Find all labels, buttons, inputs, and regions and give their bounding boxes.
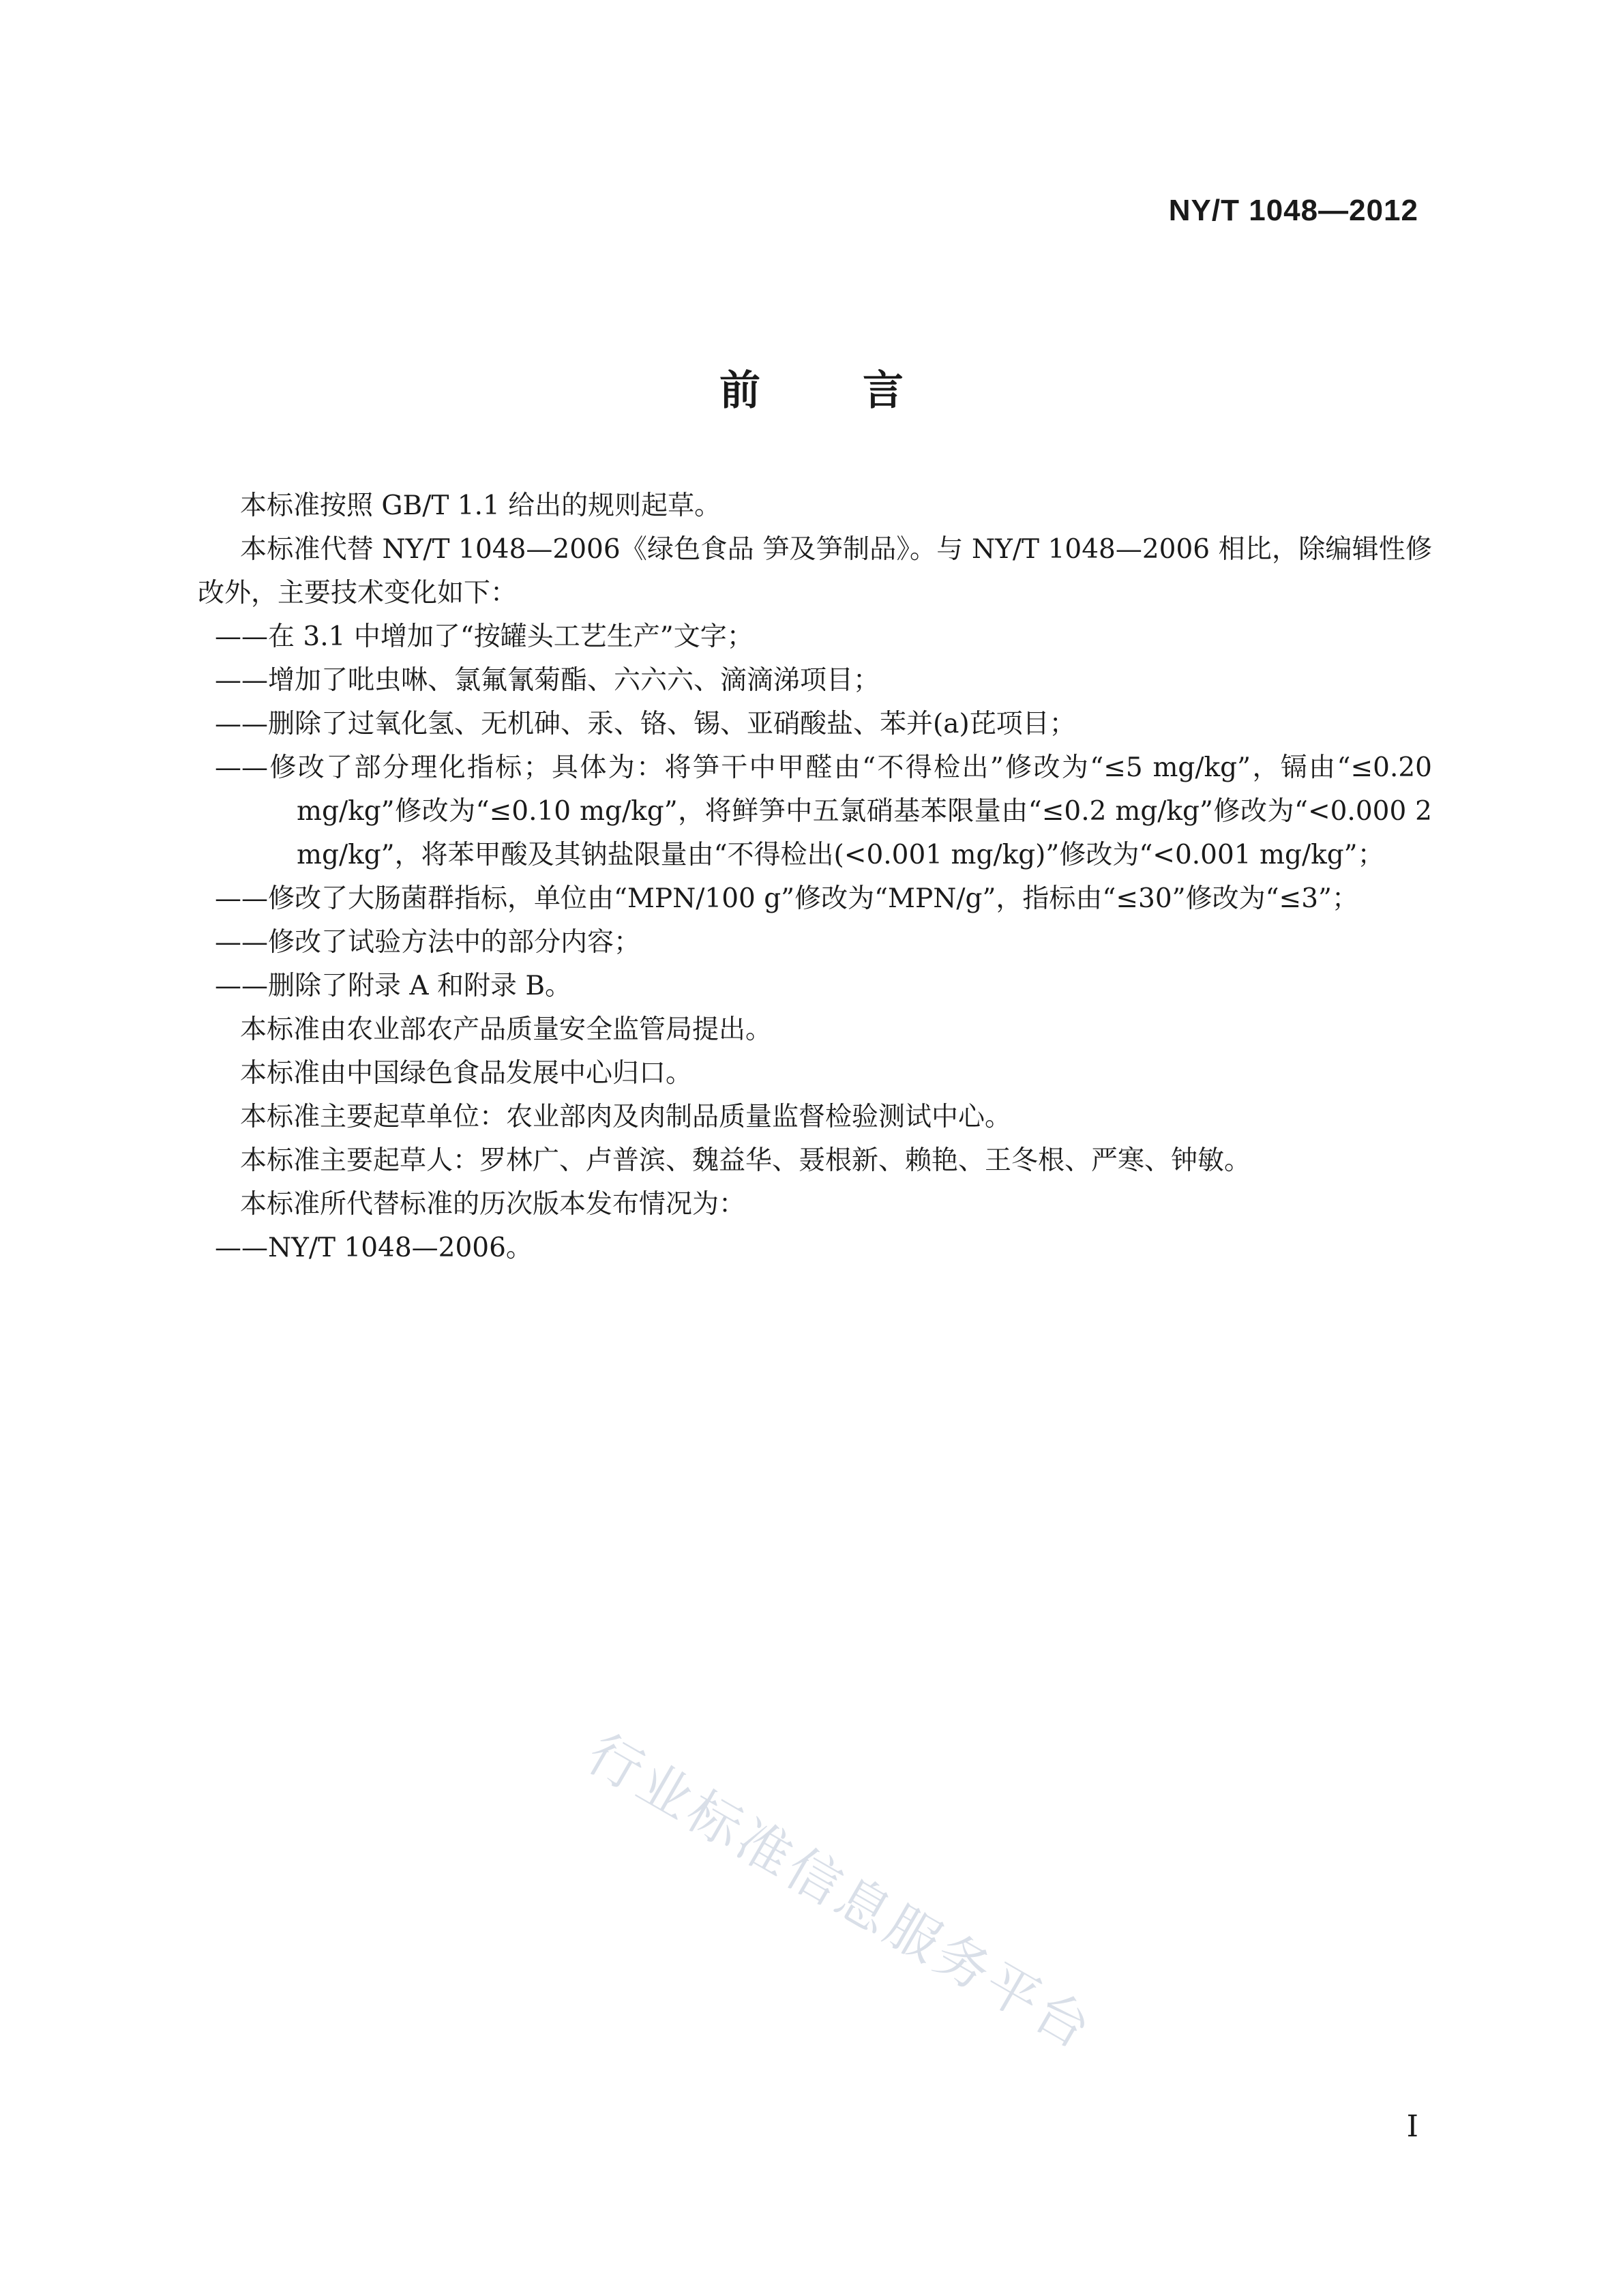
- paragraph-replacement: 本标准代替 NY/T 1048—2006《绿色食品 笋及笋制品》。与 NY/T 1048—2006 相比，除编辑性修改外，主要技术变化如下：: [198, 534, 1432, 608]
- paragraph-history: 本标准所代替标准的历次版本发布情况为：: [240, 1189, 746, 1220]
- paragraph-drafting-rules: 本标准按照 GB/T 1.1 给出的规则起草。: [240, 490, 721, 521]
- change-item: ——修改了试验方法中的部分内容；: [215, 927, 641, 958]
- change-item: ——增加了吡虫啉、氯氟氰菊酯、六六六、滴滴涕项目；: [215, 665, 880, 696]
- paragraph-centralized: 本标准由中国绿色食品发展中心归口。: [240, 1058, 693, 1089]
- page-number: I: [1406, 2109, 1418, 2144]
- document-body: [198, 484, 1432, 1270]
- change-item: ——修改了大肠菌群指标，单位由“MPN/100 g”修改为“MPN/g”，指标由“≤30”修改为“≤3”；: [215, 883, 1358, 914]
- change-item: ——在 3.1 中增加了“按罐头工艺生产”文字；: [215, 621, 754, 652]
- change-item: ——删除了附录 A 和附录 B。: [215, 971, 572, 1001]
- document-id: NY/T 1048—2012: [1168, 194, 1418, 227]
- change-item: ——删除了过氧化氢、无机砷、汞、铬、锡、亚硝酸盐、苯并(a)芘项目；: [215, 709, 1076, 739]
- watermark: 行业标准信息服务平台: [577, 1722, 1104, 2063]
- paragraph-proposer: 本标准由农业部农产品质量安全监管局提出。: [240, 1014, 773, 1045]
- paragraph-drafting-unit: 本标准主要起草单位：农业部肉及肉制品质量监督检验测试中心。: [240, 1102, 1012, 1132]
- change-item: ——修改了部分理化指标；具体为：将笋干中甲醛由“不得检出”修改为“≤5 mg/kg”，镉由“≤0.20 mg/kg”修改为“≤0.10 mg/kg”，将鲜笋中五氯硝基苯限量由“≤0.2 mg/kg”修改为“<0.000 2 mg/kg”，将苯甲酸及其钠盐限量由“不得检出(<0.001 mg/kg)”修改为“<0.001 mg/kg”；: [215, 752, 1432, 870]
- paragraph-drafters: 本标准主要起草人：罗林广、卢普滨、魏益华、聂根新、赖艳、王冬根、严寒、钟敏。: [240, 1145, 1251, 1176]
- page-title: 前言: [719, 367, 1006, 415]
- history-item: ——NY/T 1048—2006。: [215, 1233, 533, 1263]
